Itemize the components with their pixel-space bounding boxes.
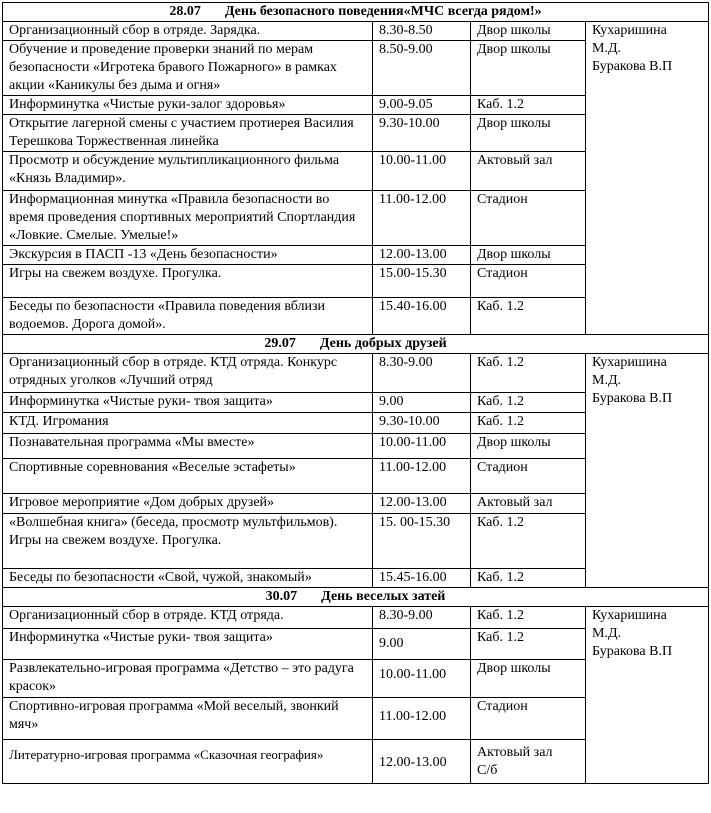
place-cell: Каб. 1.2	[471, 96, 586, 115]
day-theme: День добрых друзей	[319, 336, 447, 351]
time-cell: 15.45-16.00	[373, 569, 471, 588]
day-theme: День безопасного поведения«МЧС всегда рядом!»	[224, 4, 542, 19]
staff-name: Кухаришина	[592, 355, 667, 370]
staff-name: Буракова В.П	[592, 59, 673, 74]
time-cell: 8.30-9.00	[373, 607, 471, 629]
day-header	[3, 3, 709, 22]
table-row	[3, 354, 709, 393]
day-header-row	[3, 335, 709, 354]
place-cell: Двор школы	[471, 22, 586, 41]
day-date: 29.07	[264, 336, 296, 351]
activity-cell: Литературно-игровая программа «Сказочная география»	[3, 740, 373, 784]
time-cell: 8.30-8.50	[373, 22, 471, 41]
day-date: 30.07	[265, 589, 298, 604]
staff-initials: М.Д.	[592, 41, 621, 56]
place-cell: Каб. 1.2	[471, 629, 586, 660]
place-cell: Двор школы	[471, 115, 586, 152]
place-cell: Каб. 1.2	[471, 569, 586, 588]
activity-cell: Спортивные соревнования «Веселые эстафеты»	[3, 459, 373, 494]
staff-cell	[586, 354, 709, 588]
place-cell: Каб. 1.2	[471, 413, 586, 434]
staff-cell	[586, 607, 709, 784]
time-cell: 12.00-13.00	[373, 494, 471, 514]
staff-name: Буракова В.П	[592, 391, 673, 406]
time-cell: 9.00-9.05	[373, 96, 471, 115]
activity-cell: Беседы по безопасности «Свой, чужой, знакомый»	[3, 569, 373, 588]
time-cell: 10.00-11.00	[373, 152, 471, 191]
place-cell: Двор школы	[471, 434, 586, 459]
activity-cell: Информинутка «Чистые руки- твоя защита»	[3, 393, 373, 413]
activity-cell: Информационная минутка «Правила безопасности во время проведения спортивных мероприятий Спортландия «Ловкие. Смелые. Умелые!»	[3, 191, 373, 246]
time-cell: 9.00	[373, 393, 471, 413]
activity-cell: Познавательная программа «Мы вместе»	[3, 434, 373, 459]
activity-cell: Информинутка «Чистые руки- твоя защита»	[3, 629, 373, 660]
activity-cell: Беседы по безопасности «Правила поведения вблизи водоемов. Дорога домой».	[3, 298, 373, 335]
place-cell: Двор школы	[471, 41, 586, 96]
time-cell: 15.40-16.00	[373, 298, 471, 335]
time-cell: 9.30-10.00	[373, 115, 471, 152]
place-cell: Стадион	[471, 265, 586, 298]
place-cell: Каб. 1.2	[471, 514, 586, 569]
time-cell: 10.00-11.00	[373, 434, 471, 459]
activity-cell: Игры на свежем воздухе. Прогулка.	[3, 265, 373, 298]
staff-name: Буракова В.П	[592, 644, 673, 659]
time-cell: 11.00-12.00	[373, 459, 471, 494]
place-cell: Стадион	[471, 459, 586, 494]
table-row	[3, 607, 709, 629]
time-cell: 15. 00-15.30	[373, 514, 471, 569]
time-cell: 10.00-11.00	[373, 660, 471, 698]
activity-cell: Просмотр и обсуждение мультипликационного фильма «Князь Владимир».	[3, 152, 373, 191]
place-cell: Каб. 1.2	[471, 354, 586, 393]
activity-cell: Спортивно-игровая программа «Мой веселый, звонкий мяч»	[3, 698, 373, 740]
staff-name: Кухаришина	[592, 608, 667, 623]
time-cell: 11.00-12.00	[373, 191, 471, 246]
staff-name: Кухаришина	[592, 23, 667, 38]
activity-cell: Развлекательно-игровая программа «Детство – это радуга красок»	[3, 660, 373, 698]
table-row	[3, 22, 709, 41]
place-cell: Каб. 1.2	[471, 393, 586, 413]
activity-cell: Экскурсия в ПАСП -13 «День безопасности»	[3, 246, 373, 265]
staff-initials: М.Д.	[592, 373, 621, 388]
schedule-table	[2, 2, 709, 784]
day-header-row	[3, 3, 709, 22]
time-cell: 8.50-9.00	[373, 41, 471, 96]
place-cell: Каб. 1.2	[471, 607, 586, 629]
staff-initials: М.Д.	[592, 626, 621, 641]
schedule-body	[3, 3, 709, 784]
activity-cell: Организационный сбор в отряде. КТД отряда. Конкурс отрядных уголков «Лучший отряд	[3, 354, 373, 393]
activity-cell: КТД. Игромания	[3, 413, 373, 434]
staff-cell	[586, 22, 709, 335]
activity-cell: Организационный сбор в отряде. КТД отряда.	[3, 607, 373, 629]
time-cell: 8.30-9.00	[373, 354, 471, 393]
place-cell: Двор школы	[471, 660, 586, 698]
time-cell: 12.00-13.00	[373, 246, 471, 265]
time-cell: 12.00-13.00	[373, 740, 471, 784]
time-cell: 11.00-12.00	[373, 698, 471, 740]
activity-cell: Обучение и проведение проверки знаний по мерам безопасности «Игротека бравого Пожарного» в рамках акции «Каникулы без дыма и огня»	[3, 41, 373, 96]
place-cell: Актовый зал	[471, 494, 586, 514]
activity-cell: Открытие лагерной смены с участием протиерея Василия Терешкова Торжественная линейка	[3, 115, 373, 152]
time-cell: 9.30-10.00	[373, 413, 471, 434]
day-header	[3, 335, 709, 354]
place-cell: Каб. 1.2	[471, 298, 586, 335]
activity-cell: «Волшебная книга» (беседа, просмотр мультфильмов). Игры на свежем воздухе. Прогулка.	[3, 514, 373, 569]
place-cell: Актовый зал	[471, 152, 586, 191]
day-date: 28.07	[169, 4, 201, 19]
time-cell: 9.00	[373, 629, 471, 660]
activity-cell: Игровое мероприятие «Дом добрых друзей»	[3, 494, 373, 514]
activity-cell: Информинутка «Чистые руки-залог здоровья»	[3, 96, 373, 115]
day-theme: День веселых затей	[321, 589, 446, 604]
place-cell: Стадион	[471, 191, 586, 246]
place-cell: Двор школы	[471, 246, 586, 265]
day-header	[3, 588, 709, 607]
activity-cell: Организационный сбор в отряде. Зарядка.	[3, 22, 373, 41]
day-header-row	[3, 588, 709, 607]
time-cell: 15.00-15.30	[373, 265, 471, 298]
place-cell: Актовый зал С/б	[471, 740, 586, 784]
place-cell: Стадион	[471, 698, 586, 740]
